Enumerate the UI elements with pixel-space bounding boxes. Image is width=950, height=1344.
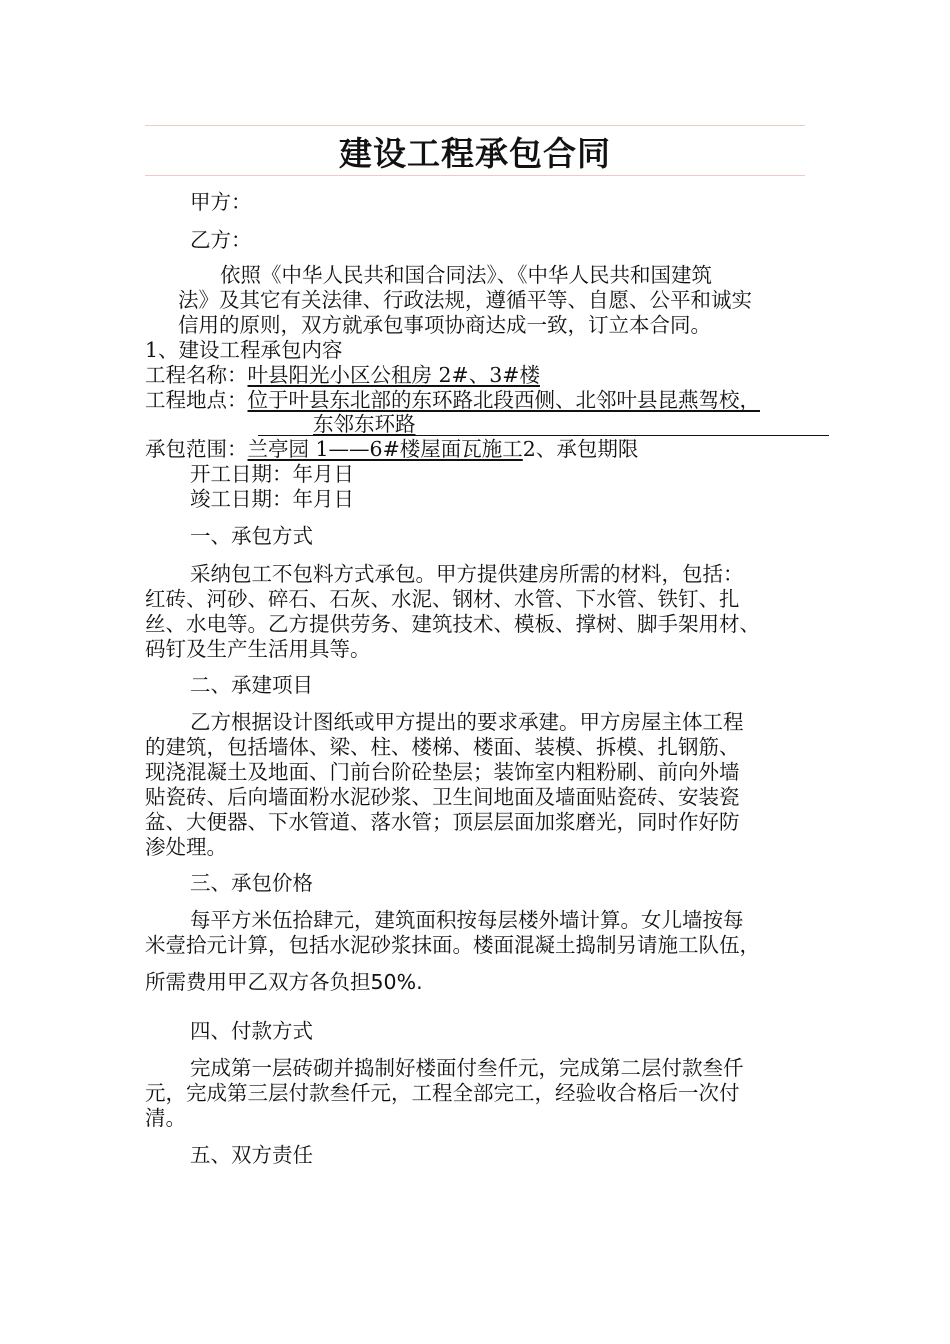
paragraph-line: 米壹拾元计算，包括水泥砂浆抹面。楼面混凝土捣制另请施工队伍， <box>145 933 760 957</box>
heading-items: 二、承建项目 <box>190 673 313 697</box>
project-site-row <box>145 388 760 413</box>
paragraph-line: 乙方根据设计图纸或甲方提出的要求承建。甲方房屋主体工程 <box>190 710 744 734</box>
paragraph-line: 红砖、河砂、碎石、石灰、水泥、钢材、水管、下水管、铁钉、扎 <box>145 587 740 611</box>
intro-line: 法》及其它有关法律、行政法规，遵循平等、自愿、公平和诚实 <box>178 288 752 312</box>
paragraph-line: 码钉及生产生活用具等。 <box>145 637 371 661</box>
heading-payment: 四、付款方式 <box>190 1019 313 1043</box>
party-a: 甲方： <box>190 190 252 214</box>
start-date: 开工日期：年月日 <box>190 462 354 486</box>
price-share-text: 所需费用甲乙双方各负担 <box>145 970 371 994</box>
heading-method: 一、承包方式 <box>190 524 313 548</box>
heading-price: 三、承包价格 <box>190 871 313 895</box>
paragraph-line: 清。 <box>145 1106 186 1130</box>
paragraph-line: 元，完成第三层付款叁仟元，工程全部完工，经验收合格后一次付 <box>145 1081 740 1105</box>
paragraph-line: 渗处理。 <box>145 835 227 859</box>
paragraph-line <box>145 970 423 995</box>
paragraph-line: 现浇混凝土及地面、门前台阶砼垫层；装饰室内粗粉刷、前向外墙 <box>145 760 740 784</box>
section-1-heading: 1、建设工程承包内容 <box>145 338 343 362</box>
end-date: 竣工日期：年月日 <box>190 487 354 511</box>
scope-label: 承包范围： <box>145 437 248 461</box>
section-2-heading: 2、承包期限 <box>522 437 639 461</box>
document-title: 建设工程承包合同 <box>339 134 611 173</box>
paragraph-line: 每平方米伍拾肆元，建筑面积按每层楼外墙计算。女儿墙按每 <box>190 908 744 932</box>
heading-duties: 五、双方责任 <box>190 1143 313 1167</box>
price-share-percent: 50%. <box>370 970 423 994</box>
project-name-label: 工程名称： <box>145 363 248 387</box>
project-name-row <box>145 363 540 388</box>
project-name-value: 叶县阳光小区公租房 2#、3#楼 <box>247 363 540 387</box>
scope-row <box>145 437 638 462</box>
paragraph-line: 盆、大便器、下水管道、落水管；顶层层面加浆磨光，同时作好防 <box>145 810 740 834</box>
paragraph-line: 丝、水电等。乙方提供劳务、建筑技术、模板、撑树、脚手架用材、 <box>145 612 760 636</box>
paragraph-line: 贴瓷砖、后向墙面粉水泥砂浆、卫生间地面及墙面贴瓷砖、安装瓷 <box>145 785 740 809</box>
intro-line: 信用的原则，双方就承包事项协商达成一致，订立本合同。 <box>178 313 711 337</box>
paragraph-line: 采纳包工不包料方式承包。甲方提供建房所需的材料，包括： <box>190 562 744 586</box>
party-b: 乙方： <box>190 228 252 252</box>
title-rule <box>145 175 805 176</box>
project-site-value: 位于叶县东北部的东环路北段西侧、北邻叶县昆燕驾校， <box>247 388 760 412</box>
top-rule <box>145 125 805 126</box>
project-site-label: 工程地点： <box>145 388 248 412</box>
project-site-value-cont: 东邻东环路 <box>313 412 416 436</box>
intro-line: 依照《中华人民共和国合同法》、《中华人民共和国建筑 <box>220 263 712 287</box>
site-underline <box>258 435 829 436</box>
paragraph-line: 完成第一层砖砌并捣制好楼面付叁仟元，完成第二层付款叁仟 <box>190 1056 744 1080</box>
scope-value: 兰亭园 1——6#楼屋面瓦施工 <box>247 437 523 461</box>
paragraph-line: 的建筑，包括墙体、梁、柱、楼梯、楼面、装模、拆模、扎钢筋、 <box>145 735 740 759</box>
